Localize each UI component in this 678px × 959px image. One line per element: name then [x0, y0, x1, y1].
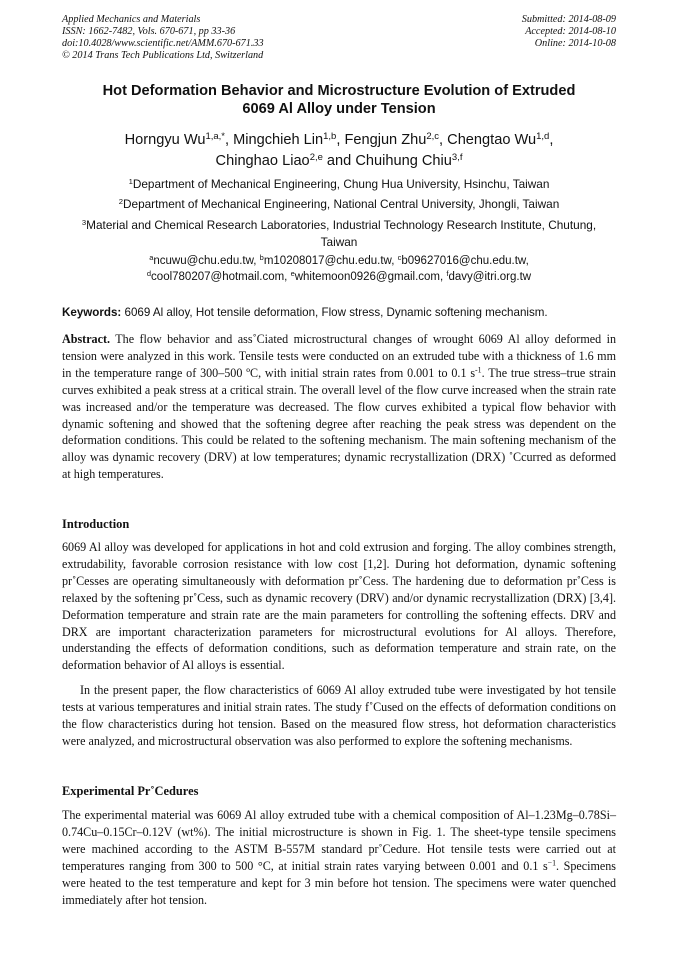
- affiliation-2: [62, 196, 616, 213]
- authors-line-1: [62, 130, 616, 151]
- author-sup: 3,f: [451, 151, 463, 163]
- introduction-paragraph-1: 6069 Al alloy was developed for applications in hot and cold extrusion and forging. The alloy combines strength, extrudability, favorable corrosion resistance with low cost [1,2]. During hot deformation, dynamic softening pr˚Cesses are operating simultaneously with deformation pr˚Cess. The hardening due to deformation pr˚Cess is relaxed by the softening pr˚Cess, such as dynamic recovery (DRV) and/or dynamic recrystallization (DRX) [3,4]. Deformation temperature and strain rate are the main parameters for controlling the softening effects. DRV and DRX are important characterization parameters for microstructural evolutions for Al alloys. Therefore, understanding the effects of deformation conditions, such as deformation temperature and strain rate, on the deformation behavior of Al alloys is essential.: [62, 540, 616, 673]
- email-sup: c: [397, 252, 402, 262]
- author-sup: 2,c: [426, 130, 440, 142]
- accepted-date: Accepted: 2014-08-10: [525, 26, 616, 37]
- experimental-heading: Experimental Pr˚Cedures: [62, 784, 199, 798]
- affiliation-text: Material and Chemical Research Laboratories, Industrial Technology Research Institute, Chutung,: [86, 218, 597, 232]
- doi: doi:10.4028/www.scientific.net/AMM.670-671.33: [62, 38, 264, 49]
- email-sup: b: [259, 252, 264, 262]
- affiliation-sup: 3: [81, 217, 87, 227]
- title-line-1: Hot Deformation Behavior and Microstructure Evolution of Extruded: [102, 83, 576, 99]
- separator: and: [322, 153, 356, 169]
- author-sup: 1,a,*: [205, 130, 225, 142]
- author-name: Horngyu Wu: [124, 132, 206, 148]
- author-name: Mingchieh Lin: [233, 132, 324, 148]
- online-date: Online: 2014-10-08: [534, 38, 616, 49]
- separator: ,: [336, 132, 345, 148]
- separator: ,: [224, 132, 234, 148]
- author-sup: 1,d: [536, 130, 550, 142]
- abstract-label: Abstract.: [62, 332, 111, 346]
- author-name: Chengtao Wu: [447, 132, 537, 148]
- authors-line-2: [62, 151, 616, 172]
- email-sup: d: [146, 268, 152, 278]
- issn: ISSN: 1662-7482, Vols. 670-671, pp 33-36: [62, 26, 236, 37]
- email: m10208017@chu.edu.tw,: [263, 255, 398, 267]
- affiliation-1: [62, 176, 616, 193]
- introduction-heading: Introduction: [62, 517, 130, 531]
- email-list: [62, 253, 616, 285]
- abstract: [62, 331, 616, 483]
- separator: ,: [439, 132, 448, 148]
- abstract-text-a: The flow behavior and ass˚Ciated microstructural changes of wrought 6069 Al alloy deformed in tension were analyzed in this work. Tensile tests were conducted on an extruded tube with a thickness of 1.6 mm in the temperature range of 300–500 ºC, with initial strain rates from 0.001 to 0.1 s: [62, 332, 616, 380]
- email-sup: e: [290, 268, 295, 278]
- emails-line-2: [62, 269, 616, 285]
- author-name: Chuihung Chiu: [355, 153, 452, 169]
- dates-info: [522, 14, 616, 50]
- author-name: Fengjun Zhu: [344, 132, 427, 148]
- submitted-date: Submitted: 2014-08-09: [521, 14, 616, 25]
- affiliation-3-line-1: [62, 217, 616, 234]
- journal-info: [62, 14, 264, 62]
- keywords-text: 6069 Al alloy, Hot tensile deformation, Flow stress, Dynamic softening mechanism.: [121, 306, 548, 319]
- email-sup: f: [446, 268, 449, 278]
- experimental-sup: −1: [547, 858, 557, 868]
- abstract-sup: -1: [475, 365, 482, 375]
- paper-title: [62, 82, 616, 118]
- affiliation-3-line-2: Taiwan: [320, 235, 358, 249]
- introduction-paragraph-2: In the present paper, the flow characteristics of 6069 Al alloy extruded tube were investigated by hot tensile tests at various temperatures and initial strain rates. The study f˚Cused on the effects of deformation conditions on the flow characteristics during hot tension. Based on the measured flow stress, hot deformation characteristics were analyzed, and microstructural observation was also performed to explore the softening mechanisms.: [62, 683, 616, 748]
- keywords-label: Keywords:: [62, 306, 122, 319]
- keywords: [62, 305, 616, 320]
- email: whitemoon0926@gmail.com,: [294, 271, 447, 283]
- affiliation-text: Department of Mechanical Engineering, Chung Hua University, Hsinchu, Taiwan: [132, 177, 550, 191]
- emails-line-1: [62, 253, 616, 269]
- journal-name: Applied Mechanics and Materials: [62, 14, 201, 25]
- author-sup: 2,e: [309, 151, 323, 163]
- email: ncuwu@chu.edu.tw,: [153, 255, 260, 267]
- email: davy@itri.org.tw: [448, 271, 532, 283]
- copyright: © 2014 Trans Tech Publications Ltd, Switzerland: [62, 50, 264, 61]
- experimental-text-a: The experimental material was 6069 Al alloy extruded tube with a chemical composition of Al–1.23Mg–0.78Si–0.74Cu–0.15Cr–0.12V (wt%). The initial microstructure is shown in Fig. 1. The sheet-type tensile specimens were machined according to the ASTM B-557M standard pr˚Cedure. Hot tensile tests were carried out at temperatures ranging from 300 to 500 °C, at initial strain rates varying between 0.001 and 0.1 s: [62, 808, 616, 873]
- affiliation-3: [62, 217, 616, 251]
- affiliation-sup: 1: [128, 176, 133, 186]
- author-name: Chinghao Liao: [215, 153, 310, 169]
- affiliation-sup: 2: [118, 196, 123, 206]
- experimental-text-b: . Specimens were heated to the test temperature and kept for 3 min before hot tension. The specimens were water quenched immediately after hot tension.: [62, 858, 616, 907]
- email: b09627016@chu.edu.tw,: [401, 255, 529, 267]
- author-sup: 1,b: [323, 130, 337, 142]
- title-line-2: 6069 Al Alloy under Tension: [242, 101, 436, 117]
- abstract-text-b: . The true stress–true strain curves exhibited a peak stress at a critical strain. The overall level of the flow curve increased when the strain rate was increased and/or the temperature was decreased. The flow curves exhibited a typical flow behavior with dynamic softening and showed that the softening degree after reaching the peak stress was dependent on the deformation conditions. This could be related to the softening mechanism. The main softening mechanism of the alloy was dynamic recovery (DRV) at low temperatures; dynamic recrystallization (DRX) ˚Ccurred as deformed at high temperatures.: [62, 365, 616, 482]
- author-list: [62, 130, 616, 172]
- affiliation-text: Department of Mechanical Engineering, National Central University, Jhongli, Taiwan: [122, 197, 560, 211]
- email-sup: a: [149, 252, 154, 262]
- email: cool780207@hotmail.com,: [151, 271, 291, 283]
- experimental-paragraph: [62, 807, 616, 908]
- separator: ,: [549, 132, 554, 148]
